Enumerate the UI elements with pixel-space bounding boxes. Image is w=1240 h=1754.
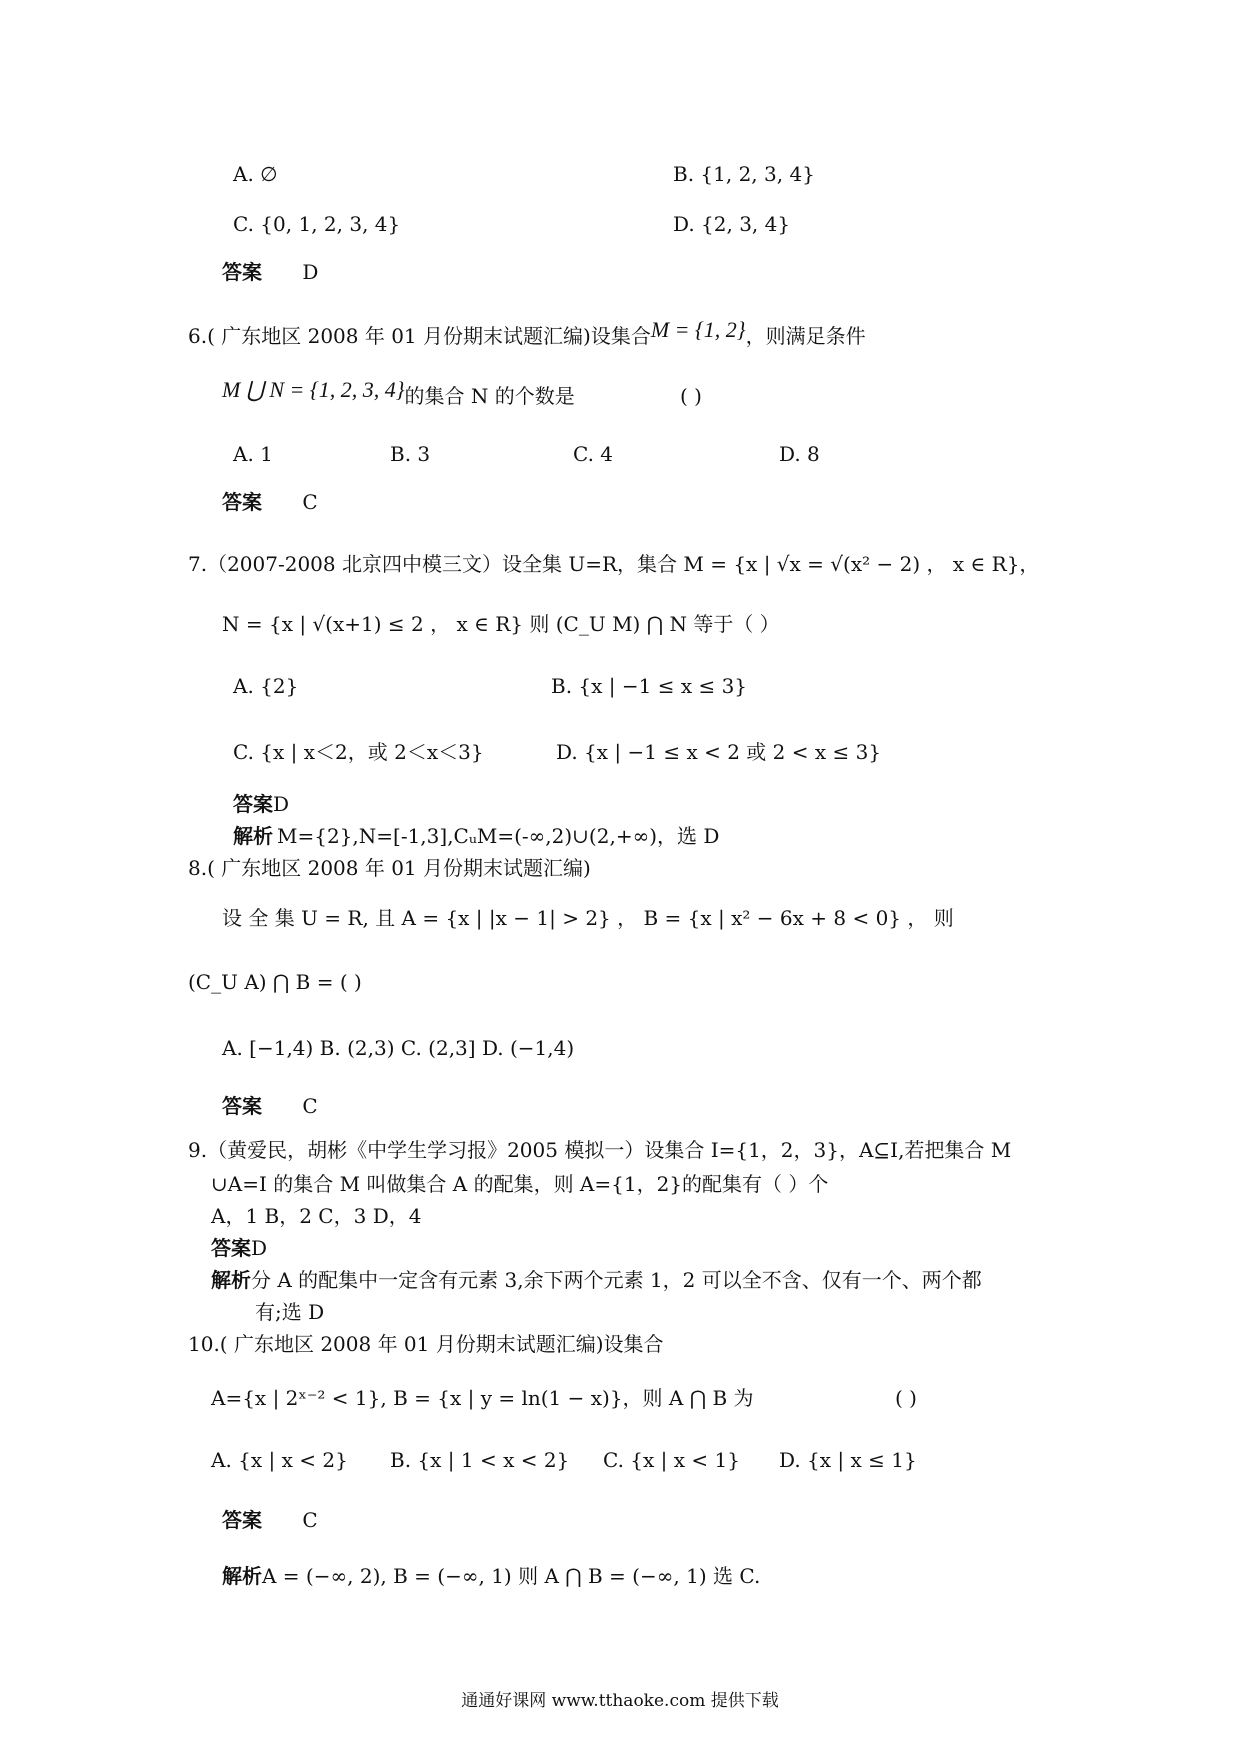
q8-options: A. [−1,4) B. (2,3) C. (2,3] D. (−1,4) xyxy=(222,1036,575,1060)
q6-option-d: D. 8 xyxy=(779,442,820,466)
q8-stem-line-3: (C_U A) ⋂ B = ( ) xyxy=(188,970,362,994)
analysis-label: 解析 xyxy=(233,824,273,848)
q5-option-b: B. {1, 2, 3, 4} xyxy=(673,162,815,186)
q7-option-c: C. {x | x＜2，或 2＜x＜3} xyxy=(233,740,484,764)
q6-stem-line-1 xyxy=(188,317,866,350)
q5-option-d: D. {2, 3, 4} xyxy=(673,212,791,236)
page-footer: 通通好课网 www.tthaoke.com 提供下载 xyxy=(461,1691,779,1711)
answer-value: D xyxy=(302,260,319,284)
q7-option-a: A. {2} xyxy=(233,674,299,698)
q5-answer xyxy=(222,258,318,286)
q6-stem-line-2 xyxy=(222,377,575,410)
q7-answer xyxy=(233,790,289,818)
q6-option-c: C. 4 xyxy=(573,442,614,466)
q6-stem-text: 6.( 广东地区 2008 年 01 月份期末试题汇编)设集合 xyxy=(188,324,651,348)
answer-label: 答案 xyxy=(222,260,262,284)
analysis-text: 分 A 的配集中一定含有元素 3,余下两个元素 1，2 可以全不含、仅有一个、两个都 xyxy=(251,1268,982,1292)
q10-paren: ( ) xyxy=(895,1386,917,1410)
q10-option-d: D. {x | x ≤ 1} xyxy=(779,1448,917,1472)
q9-analysis-line-2: 有;选 D xyxy=(255,1300,325,1324)
q5-option-c: C. {0, 1, 2, 3, 4} xyxy=(233,212,401,236)
q6-stem-text-3: 的集合 N 的个数是 xyxy=(404,384,575,408)
q10-stem-line-1: 10.( 广东地区 2008 年 01 月份期末试题汇编)设集合 xyxy=(188,1332,664,1356)
q7-analysis xyxy=(233,822,719,850)
q6-answer xyxy=(222,488,318,516)
q6-option-a: A. 1 xyxy=(233,442,273,466)
answer-value: C xyxy=(302,1508,318,1532)
analysis-label: 解析 xyxy=(211,1268,251,1292)
q5-option-a: A. ∅ xyxy=(233,162,278,186)
q10-analysis xyxy=(222,1562,760,1590)
analysis-text: M={2},N=[-1,3],CᵤM=(-∞,2)∪(2,+∞)，选 D xyxy=(277,824,720,848)
answer-label: 答案 xyxy=(222,1508,262,1532)
analysis-label: 解析 xyxy=(222,1564,262,1588)
answer-value: C xyxy=(302,1094,318,1118)
q7-option-b: B. {x | −1 ≤ x ≤ 3} xyxy=(551,674,748,698)
q10-option-a: A. {x | x < 2} xyxy=(211,1448,348,1472)
answer-label: 答案 xyxy=(222,1094,262,1118)
q9-analysis-line-1 xyxy=(211,1266,982,1294)
answer-label: 答案 xyxy=(233,792,273,816)
answer-value: D xyxy=(273,792,290,816)
q6-paren: ( ) xyxy=(680,384,702,408)
answer-label: 答案 xyxy=(211,1236,251,1260)
q8-answer xyxy=(222,1092,318,1120)
q9-options: A，1 B，2 C，3 D，4 xyxy=(211,1204,422,1228)
q8-stem-line-1: 8.( 广东地区 2008 年 01 月份期末试题汇编) xyxy=(188,856,591,880)
q6-formula-m: M = {1, 2} xyxy=(650,317,746,342)
q7-stem-line-2: N = {x | √(x+1) ≤ 2 ， x ∈ R} 则 (C_U M) ⋂ N 等于（ ） xyxy=(222,612,780,636)
q10-option-b: B. {x | 1 < x < 2} xyxy=(390,1448,570,1472)
answer-value: C xyxy=(302,490,318,514)
q6-option-b: B. 3 xyxy=(390,442,431,466)
q6-stem-text-2: ，则满足条件 xyxy=(745,324,866,348)
answer-value: D xyxy=(251,1236,268,1260)
q9-stem-line-2: ∪A=I 的集合 M 叫做集合 A 的配集，则 A={1，2}的配集有（ ）个 xyxy=(211,1172,829,1196)
q6-formula-union: M ⋃ N = {1, 2, 3, 4} xyxy=(222,377,405,402)
q7-option-d: D. {x | −1 ≤ x < 2 或 2 < x ≤ 3} xyxy=(556,740,882,764)
q10-option-c: C. {x | x < 1} xyxy=(603,1448,740,1472)
q8-stem-line-2: 设 全 集 U = R, 且 A = {x | |x − 1| > 2} ， B = {x | x² − 6x + 8 < 0} ， 则 xyxy=(222,906,954,930)
q10-stem-line-2: A={x | 2ˣ⁻² < 1}, B = {x | y = ln(1 − x)}，则 A ⋂ B 为 xyxy=(211,1386,754,1410)
answer-label: 答案 xyxy=(222,490,262,514)
q7-stem-line-1: 7.（2007-2008 北京四中模三文）设全集 U=R，集合 M = {x | √x = √(x² − 2) ， x ∈ R}， xyxy=(188,552,1040,576)
q10-answer xyxy=(222,1506,318,1534)
analysis-text: A = (−∞, 2), B = (−∞, 1) 则 A ⋂ B = (−∞, 1) 选 C. xyxy=(262,1564,761,1588)
q9-answer xyxy=(211,1234,267,1262)
q9-stem-line-1: 9.（黄爱民，胡彬《中学生学习报》2005 模拟一）设集合 I={1，2，3}，A⊆I,若把集合 M xyxy=(188,1138,1012,1162)
